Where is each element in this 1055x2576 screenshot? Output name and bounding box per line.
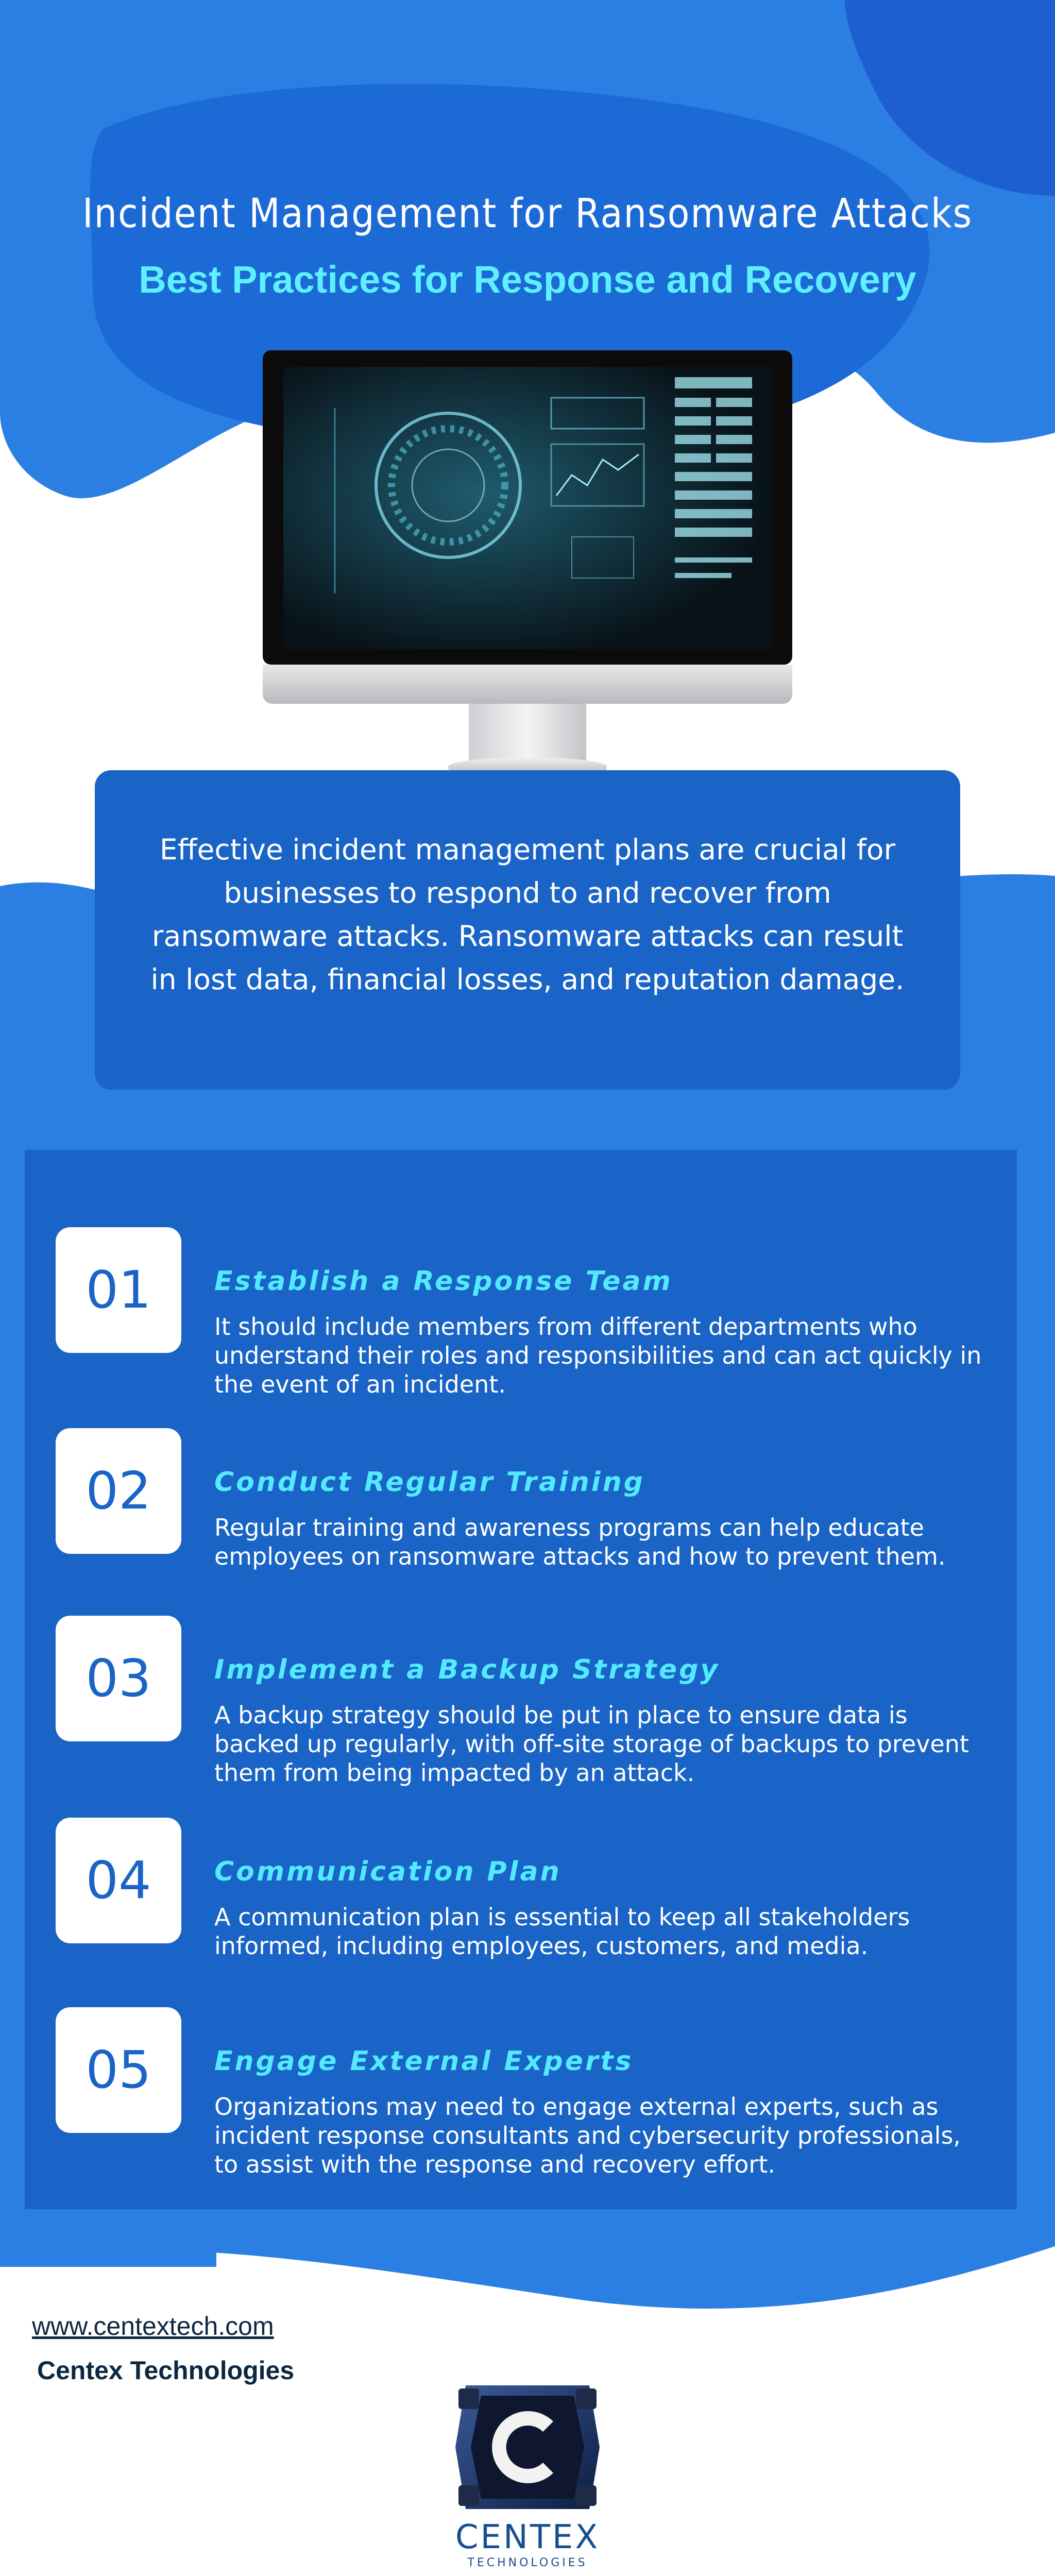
website-link[interactable]: www.centextech.com <box>32 2312 274 2341</box>
step-title: Conduct Regular Training <box>214 1467 645 1498</box>
step-title: Implement a Backup Strategy <box>214 1654 720 1685</box>
step-description: A backup strategy should be put in place to ensure data is backed up regularly, with off-site storage of backups to prevent them from being impacted by an attack. <box>214 1701 969 1787</box>
step-number-badge: 04 <box>56 1818 181 1943</box>
step-description: Organizations may need to engage external experts, such as incident response consultants and cybersecurity professionals, to assist with the response and recovery effort. <box>214 2093 961 2178</box>
logo-subtitle: TECHNOLOGIES <box>467 2556 588 2569</box>
page-subtitle: Best Practices for Response and Recovery <box>139 258 916 301</box>
page-title: Incident Management for Ransomware Attacks <box>82 191 973 237</box>
logo-emblem-icon <box>445 2375 610 2519</box>
step-description: Regular training and awareness programs can help educate employees on ransomware attacks and how to prevent them. <box>214 1514 946 1570</box>
step-description: It should include members from different departments who understand their roles and responsibilities and can act quickly in the event of an incident. <box>214 1313 982 1398</box>
monitor-screen <box>283 367 772 649</box>
intro-card <box>95 770 960 1090</box>
step-number-badge: 02 <box>56 1428 181 1554</box>
centex-logo <box>445 2375 610 2571</box>
step-description: A communication plan is essential to keep all stakeholders informed, including employees, customers, and media. <box>214 1903 910 1960</box>
intro-text: Effective incident management plans are crucial for businesses to respond to and recover from ransomware attacks. Ransomware attacks can result in lost data, financial losses, and reputation damage. <box>150 833 905 996</box>
step-title: Establish a Response Team <box>214 1266 673 1297</box>
monitor-illustration <box>263 350 792 783</box>
steps-panel <box>25 1150 1017 2209</box>
monitor-chin <box>263 665 792 704</box>
step-number-badge: 05 <box>56 2007 181 2133</box>
monitor-stand-neck <box>469 704 586 760</box>
step-title: Engage External Experts <box>214 2046 634 2077</box>
dashboard-graphic <box>283 367 772 649</box>
step-title: Communication Plan <box>214 1856 561 1887</box>
monitor-bezel <box>263 350 792 665</box>
step-number-badge: 03 <box>56 1616 181 1741</box>
step-number-badge: 01 <box>56 1227 181 1353</box>
company-name: Centex Technologies <box>37 2356 295 2385</box>
logo-name: CENTEX <box>455 2518 600 2556</box>
